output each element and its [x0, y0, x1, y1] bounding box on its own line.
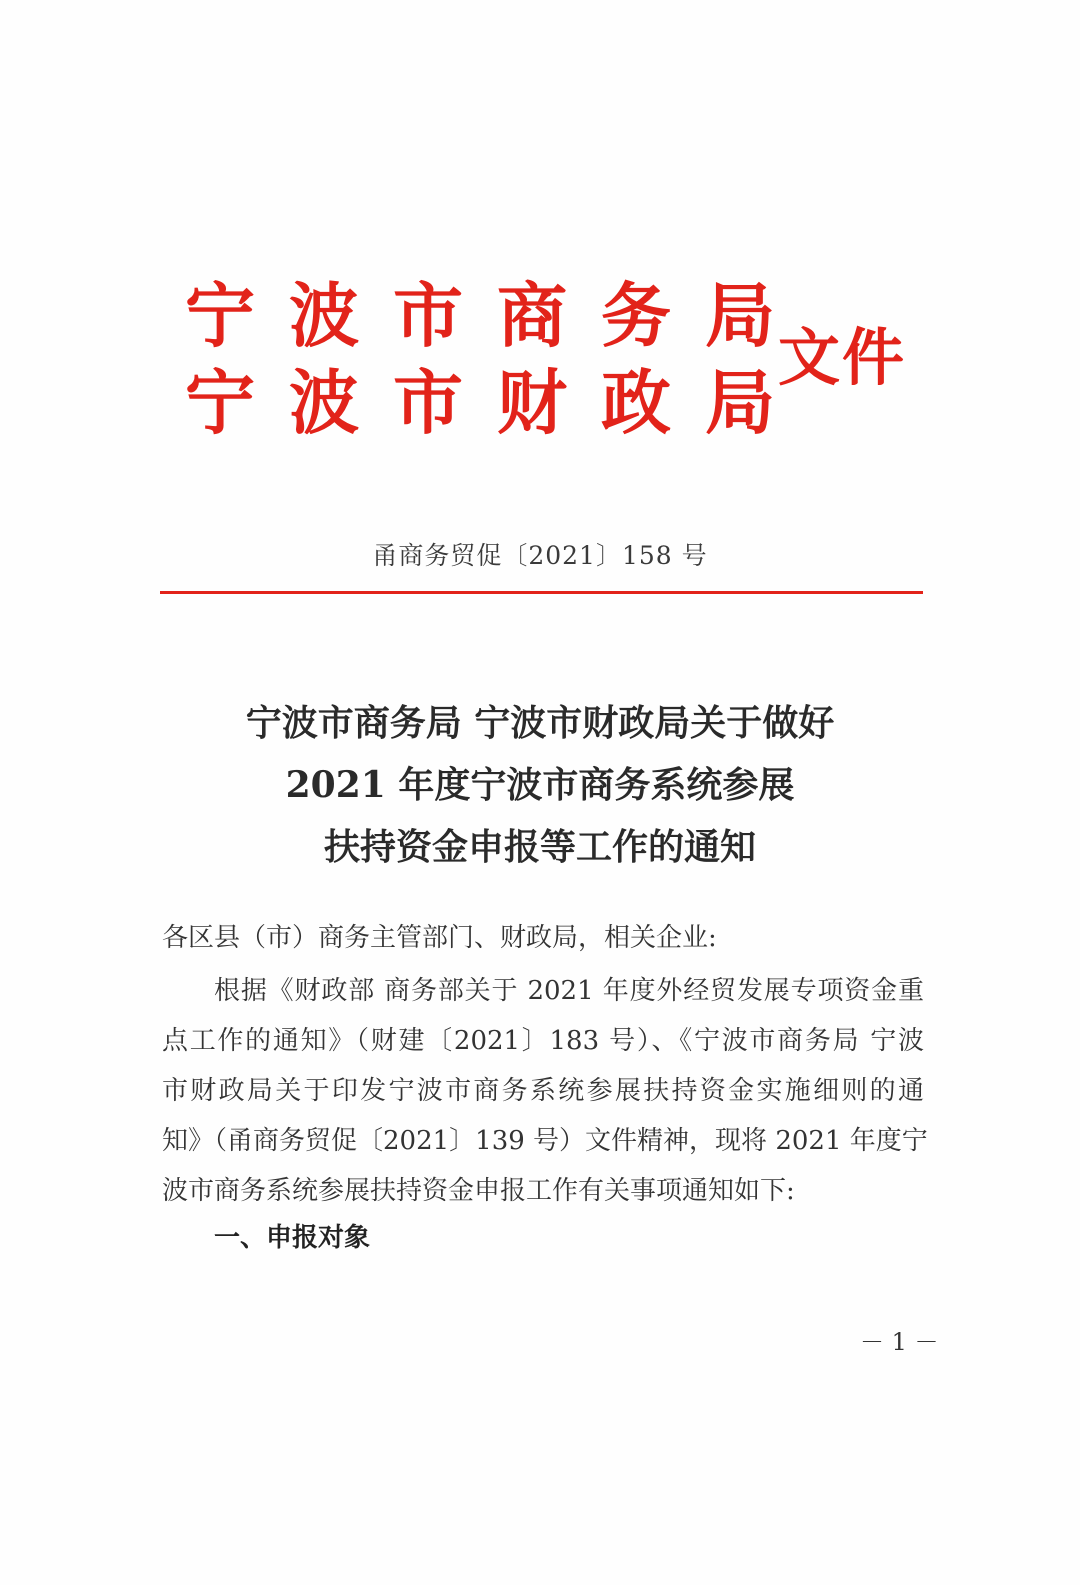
document-number: 甬商务贸促〔2021〕158 号 — [372, 541, 708, 570]
section-heading: 一、申报对象 — [214, 1223, 371, 1253]
title-line-2: 2021 年度宁波市商务系统参展 — [285, 764, 795, 806]
page-number: － 1 － — [860, 1328, 939, 1356]
body-line-5: 波市商务系统参展扶持资金申报工作有关事项通知如下: — [162, 1176, 795, 1206]
agency-char: 波 — [289, 361, 359, 444]
title-line-1: 宁波市商务局 宁波市财政局关于做好 — [245, 702, 835, 744]
agency-finance-bureau — [180, 363, 780, 443]
issuing-agencies-header — [180, 268, 910, 448]
agency-char: 市 — [393, 274, 463, 357]
title-line-3: 扶持资金申报等工作的通知 — [323, 826, 756, 868]
body-line-2: 点工作的通知》（财建〔2021〕183 号）、《宁波市商务局 宁波 — [162, 1026, 924, 1056]
agency-char: 宁 — [185, 274, 255, 357]
body-paragraph — [162, 966, 928, 1216]
agency-char: 波 — [289, 274, 359, 357]
document-type-label: 文件 — [778, 321, 907, 394]
body-line-4: 知》（甬商务贸促〔2021〕139 号）文件精神，现将 2021 年度宁 — [162, 1126, 928, 1156]
agency-char: 财 — [497, 361, 567, 444]
agency-char: 局 — [705, 361, 775, 444]
agency-char: 宁 — [185, 361, 255, 444]
agency-char: 务 — [601, 274, 671, 357]
agency-char: 政 — [601, 361, 671, 444]
body-line-1: 根据《财政部 商务部关于 2021 年度外经贸发展专项资金重 — [214, 976, 924, 1006]
salutation: 各区县（市）商务主管部门、财政局，相关企业: — [162, 923, 717, 953]
agency-char: 商 — [497, 274, 567, 357]
body-line-3: 市财政局关于印发宁波市商务系统参展扶持资金实施细则的通 — [162, 1076, 924, 1106]
red-divider-line — [160, 591, 923, 594]
agency-char: 局 — [705, 274, 775, 357]
document-title — [0, 692, 1080, 878]
agency-commerce-bureau — [180, 276, 780, 356]
agency-char: 市 — [393, 361, 463, 444]
